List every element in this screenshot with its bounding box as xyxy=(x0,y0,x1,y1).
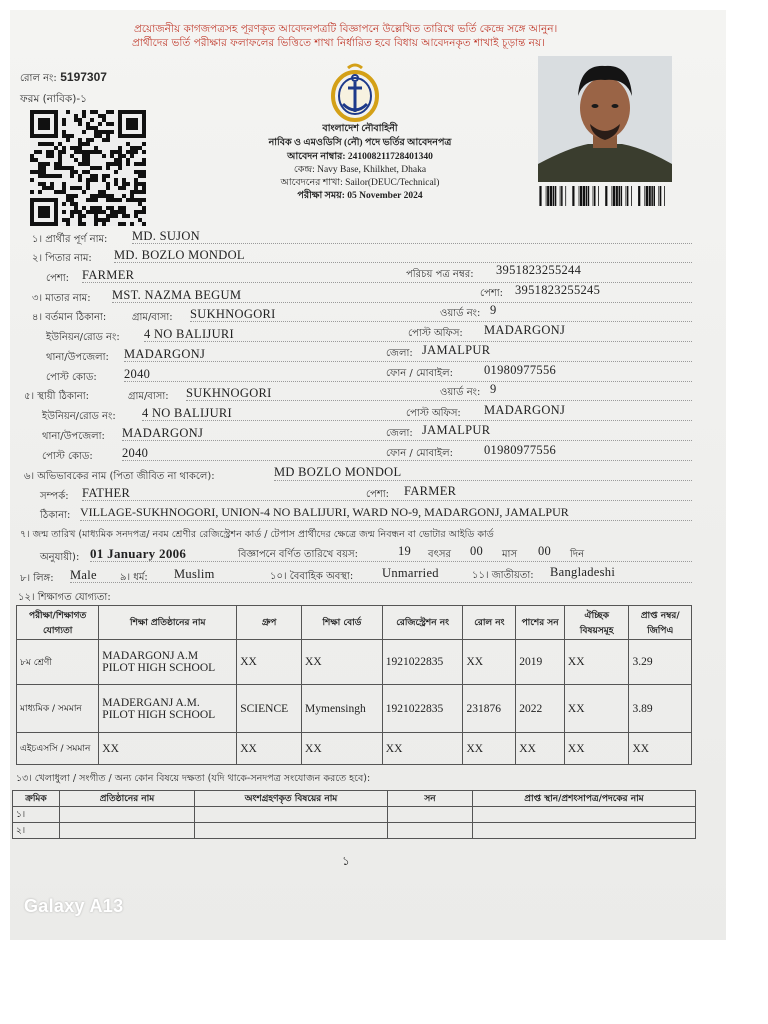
skills-cell xyxy=(388,823,473,839)
applicant-name: MD. SUJON xyxy=(132,229,200,243)
father-label: ২। পিতার নাম: xyxy=(32,253,92,264)
skills-cell xyxy=(195,807,388,823)
guardian-relation: FATHER xyxy=(82,486,131,500)
education-table xyxy=(16,605,692,765)
edu-header: পাশের সন xyxy=(516,606,565,640)
guardian-name: MD BOZLO MONDOL xyxy=(274,465,402,479)
skills-cell xyxy=(60,807,195,823)
qr-code-icon xyxy=(24,110,152,226)
edu-cell: ৮ম শ্রেণী xyxy=(17,640,99,685)
edu-cell: 231876 xyxy=(463,685,516,733)
edu-cell: 2019 xyxy=(516,640,565,685)
exam-center: কেন্দ্র: Navy Base, Khilkhet, Dhaka xyxy=(293,165,427,175)
edu-cell: 3.89 xyxy=(629,685,692,733)
years-label: বৎসর xyxy=(428,549,452,560)
edu-cell: XX xyxy=(237,733,302,765)
father-nid-label: পরিচয় পত্র নম্বর: xyxy=(406,269,474,280)
edu-cell: এইচএসসি / সমমান xyxy=(17,733,99,765)
form-subtitle: নাবিক ও এমওডিসি (নৌ) পদে ভর্তির আবেদনপত্র xyxy=(268,138,452,148)
edu-header: ঐচ্ছিক বিষয়সমূহ xyxy=(564,606,629,640)
edu-cell: XX xyxy=(99,733,237,765)
edu-cell: MADERGANJ A.M. PILOT HIGH SCHOOL xyxy=(99,685,237,733)
guardian-occupation: FARMER xyxy=(404,484,457,498)
table-row xyxy=(17,685,692,733)
father-occupation: FARMER xyxy=(82,268,135,282)
skills-cell: ২। xyxy=(13,823,60,839)
perm-district: JAMALPUR xyxy=(422,423,491,437)
edu-cell: Mymensingh xyxy=(302,685,383,733)
table-row xyxy=(13,807,696,823)
perm-union-label: ইউনিয়ন/রোড নং: xyxy=(42,411,116,422)
present-village: SUKHNOGORI xyxy=(190,307,276,321)
edu-cell: SCIENCE xyxy=(237,685,302,733)
present-po-label: পোস্ট অফিস: xyxy=(408,328,463,339)
barcode-icon xyxy=(538,186,672,206)
table-row xyxy=(17,640,692,685)
present-village-label: গ্রাম/বাসা: xyxy=(132,312,173,323)
age-months: 00 xyxy=(470,544,484,558)
notice-line-2: প্রার্থীদের ভর্তি পরীক্ষার ফলাফলের ভিত্তিতে শাখা নির্ধারিত হবে বিধায় আবেদনকৃত শাখাই চূড়ান্ত নয়। xyxy=(132,37,545,49)
sex: Male xyxy=(70,568,97,582)
edu-header: গ্রুপ xyxy=(237,606,302,640)
edu-cell: XX xyxy=(564,685,629,733)
edu-header: রোল নং xyxy=(463,606,516,640)
present-thana: MADARGONJ xyxy=(124,347,206,361)
days-label: দিন xyxy=(570,549,585,560)
education-label: ১২। শিক্ষাগত যোগ্যতা: xyxy=(18,592,111,603)
present-postcode-label: পোস্ট কোড: xyxy=(46,372,97,383)
table-row xyxy=(13,823,696,839)
exam-date: পরীক্ষা সময়: 05 November 2024 xyxy=(297,191,423,201)
months-label: মাস xyxy=(502,549,518,560)
skills-table xyxy=(12,790,696,839)
edu-cell: মাধ্যমিক / সমমান xyxy=(17,685,99,733)
nationality-label: ১১। জাতীয়তা: xyxy=(472,570,534,581)
edu-cell: XX xyxy=(237,640,302,685)
applicant-photo xyxy=(538,56,672,182)
edu-cell: XX xyxy=(302,733,383,765)
religion-label: ৯। ধর্ম: xyxy=(120,572,148,583)
perm-village: SUKHNOGORI xyxy=(186,386,272,400)
roll-value: 5197307 xyxy=(60,70,107,84)
perm-ward: 9 xyxy=(490,382,497,396)
skills-cell xyxy=(473,823,696,839)
camera-watermark: Galaxy A13 xyxy=(24,896,124,916)
present-ward: 9 xyxy=(490,303,497,317)
edu-cell: 2022 xyxy=(516,685,565,733)
skills-cell xyxy=(195,823,388,839)
skills-cell xyxy=(60,823,195,839)
edu-header: শিক্ষা প্রতিষ্ঠানের নাম xyxy=(99,606,237,640)
perm-village-label: গ্রাম/বাসা: xyxy=(128,391,169,402)
age-days: 00 xyxy=(538,544,552,558)
marital-label: ১০। বৈবাহিক অবস্থা: xyxy=(270,571,354,582)
edu-header: পরীক্ষা/শিক্ষাগত যোগ্যতা xyxy=(17,606,99,640)
present-address-label: ৪। বর্তমান ঠিকানা: xyxy=(32,312,107,323)
skills-header: প্রাপ্ত স্থান/প্রশংসাপত্র/পদকের নাম xyxy=(473,791,696,807)
edu-cell: XX xyxy=(302,640,383,685)
name-label: ১। প্রার্থীর পূর্ণ নাম: xyxy=(32,234,108,245)
present-thana-label: থানা/উপজেলা: xyxy=(46,352,109,363)
present-phone: 01980977556 xyxy=(484,363,557,377)
edu-header: রেজিস্ট্রেশন নং xyxy=(382,606,463,640)
date-of-birth: 01 January 2006 xyxy=(90,546,187,561)
table-row xyxy=(17,733,692,765)
edu-cell: XX xyxy=(516,733,565,765)
guardian-address-label: ঠিকানা: xyxy=(40,510,71,521)
marital-status: Unmarried xyxy=(382,566,439,580)
roll-number xyxy=(20,70,107,88)
edu-cell: XX xyxy=(564,733,629,765)
edu-cell: 1921022835 xyxy=(382,640,463,685)
skills-cell xyxy=(388,807,473,823)
present-postcode: 2040 xyxy=(124,367,151,381)
age-years: 19 xyxy=(398,544,412,558)
edu-cell: XX xyxy=(463,640,516,685)
edu-cell: XX xyxy=(463,733,516,765)
edu-cell: XX xyxy=(629,733,692,765)
guardian-address: VILLAGE-SUKHNOGORI, UNION-4 NO BALIJURI, WARD NO-9, MADARGONJ, JAMALPUR xyxy=(80,505,569,519)
age-label: বিজ্ঞাপনে বর্ণিত তারিখে বয়স: xyxy=(238,549,358,560)
notice-line-1: প্রয়োজনীয় কাগজপত্রসহ পূরণকৃত আবেদনপত্রটি বিজ্ঞাপনে উল্লেখিত তারিখে ভর্তি কেন্দ্রে সঙ্গে আনুন। xyxy=(134,23,558,35)
applied-branch: আবেদনের শাখা: Sailor(DEUC/Technical) xyxy=(280,178,440,188)
edu-cell: 3.29 xyxy=(629,640,692,685)
edu-cell: XX xyxy=(382,733,463,765)
father-occupation-label: পেশা: xyxy=(46,273,70,284)
present-phone-label: ফোন / মোবাইল: xyxy=(386,368,453,379)
form-label: ফরম (নাবিক)-১ xyxy=(20,93,87,105)
skills-label: ১৩। খেলাধুলা / সংগীত / অন্য কোন বিষয়ে দক্ষতা (যদি থাকে-সনদপত্র সংযোজন করতে হবে): xyxy=(16,773,371,784)
present-union: 4 NO BALIJURI xyxy=(144,327,235,341)
skills-header: সন xyxy=(388,791,473,807)
perm-union: 4 NO BALIJURI xyxy=(142,406,233,420)
present-district-label: জেলা: xyxy=(386,348,413,359)
mother-nid: 3951823255245 xyxy=(515,283,601,297)
relation-label: সম্পর্ক: xyxy=(40,491,69,502)
perm-postcode: 2040 xyxy=(122,446,149,460)
org-name: বাংলাদেশ নৌবাহিনী xyxy=(322,124,398,134)
perm-district-label: জেলা: xyxy=(386,428,413,439)
skills-cell xyxy=(473,807,696,823)
dob-note: ৭। জন্ম তারিখ (মাধ্যমিক সনদপত্র/ নবম শ্রেণীর রেজিস্ট্রেশন কার্ড / টেপাস প্রার্থীদের ক্ষেত্রে জন্ম নিবন্ধন বা ভোটার আইডি কার্ড xyxy=(20,529,494,540)
perm-phone: 01980977556 xyxy=(484,443,557,457)
dob-label: অনুযায়ী): xyxy=(40,552,80,563)
roll-label: রোল নং: xyxy=(20,73,57,84)
perm-post-office: MADARGONJ xyxy=(484,403,566,417)
edu-cell: 1921022835 xyxy=(382,685,463,733)
sex-label: ৮। লিঙ্গ: xyxy=(20,573,54,584)
perm-phone-label: ফোন / মোবাইল: xyxy=(386,448,453,459)
guardian-occupation-label: পেশা: xyxy=(366,489,390,500)
edu-cell: XX xyxy=(564,640,629,685)
present-ward-label: ওয়ার্ড নং: xyxy=(440,308,481,319)
perm-po-label: পোস্ট অফিস: xyxy=(406,408,461,419)
application-number: আবেদন নাম্বার: 241008211728401340 xyxy=(287,152,433,162)
perm-postcode-label: পোস্ট কোড: xyxy=(42,451,93,462)
edu-header: প্রাপ্ত নম্বর/জিপিএ xyxy=(629,606,692,640)
mother-label: ৩। মাতার নাম: xyxy=(32,293,91,304)
permanent-address-label: ৫। স্থায়ী ঠিকানা: xyxy=(24,391,90,402)
edu-cell: MADARGONJ A.M PILOT HIGH SCHOOL xyxy=(99,640,237,685)
present-post-office: MADARGONJ xyxy=(484,323,566,337)
father-nid: 3951823255244 xyxy=(496,263,582,277)
edu-header: শিক্ষা বোর্ড xyxy=(302,606,383,640)
application-form-page xyxy=(10,10,726,940)
father-name: MD. BOZLO MONDOL xyxy=(114,248,245,262)
present-district: JAMALPUR xyxy=(422,343,491,357)
skills-header: অংশগ্রহণকৃত বিষয়ের নাম xyxy=(195,791,388,807)
religion: Muslim xyxy=(174,567,215,581)
present-union-label: ইউনিয়ন/রোড নং: xyxy=(46,332,120,343)
mother-name: MST. NAZMA BEGUM xyxy=(112,288,242,302)
navy-emblem-icon xyxy=(328,62,382,126)
perm-thana-label: থানা/উপজেলা: xyxy=(42,431,105,442)
skills-header: প্রতিষ্ঠানের নাম xyxy=(60,791,195,807)
mother-occupation-label: পেশা: xyxy=(480,288,504,299)
guardian-label: ৬। অভিভাবকের নাম (পিতা জীবিত না থাকলে): xyxy=(24,471,215,482)
perm-ward-label: ওয়ার্ড নং: xyxy=(440,387,481,398)
page-number: ১ xyxy=(342,854,350,868)
perm-thana: MADARGONJ xyxy=(122,426,204,440)
nationality: Bangladeshi xyxy=(550,565,616,579)
skills-header: ক্রমিক xyxy=(13,791,60,807)
skills-cell: ১। xyxy=(13,807,60,823)
